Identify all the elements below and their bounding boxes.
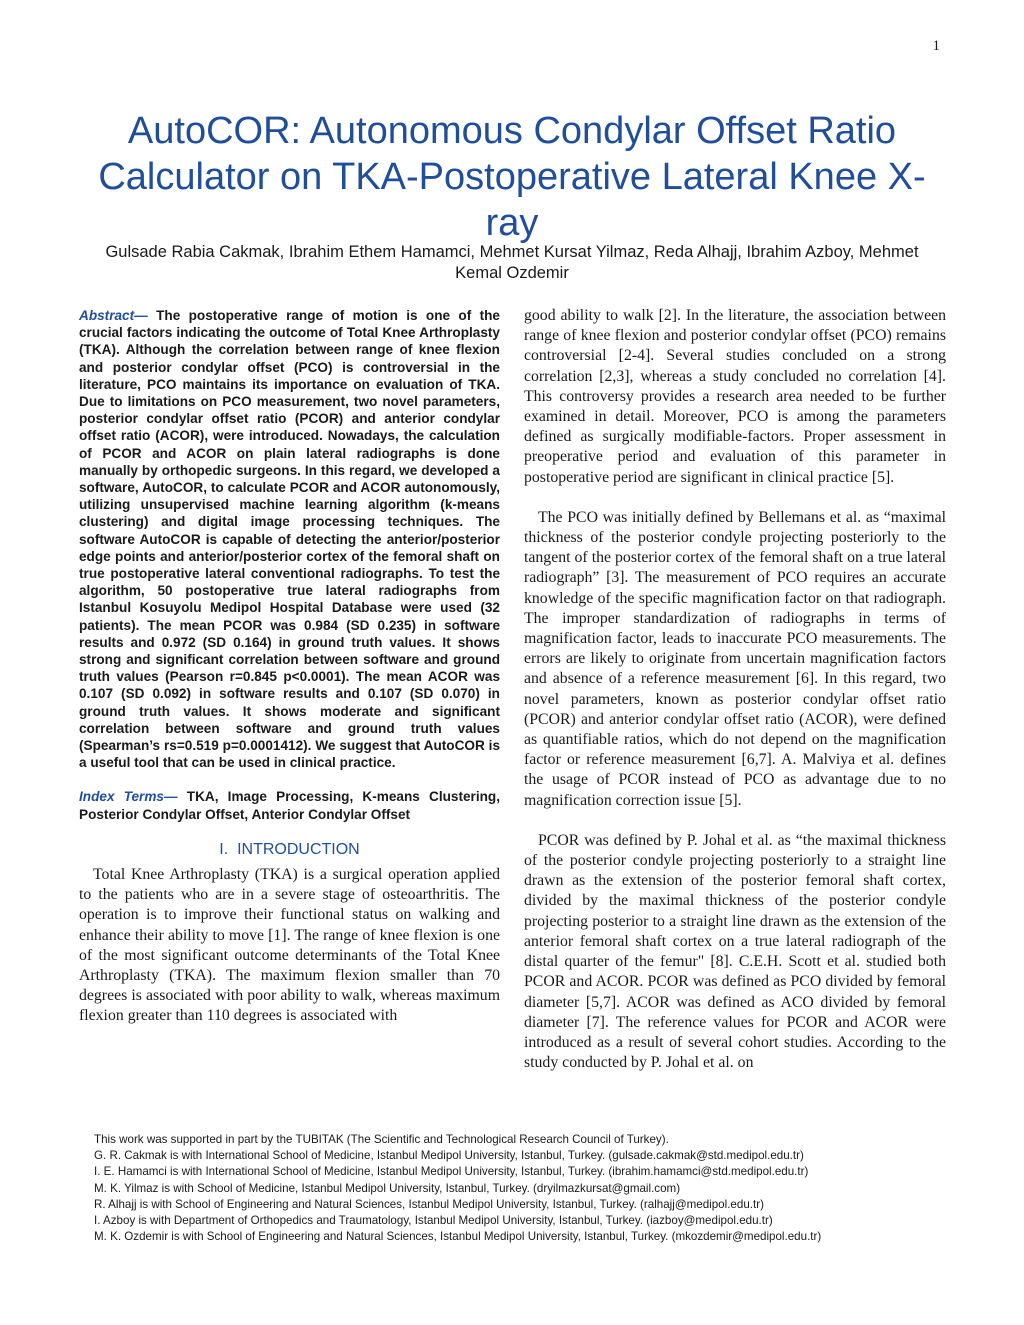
abstract [79,307,500,771]
footnote-affiliation: G. R. Cakmak is with International School of Medicine, Istanbul Medipol University, Istanbul, Turkey. (gulsade.cakmak@std.medipol.edu.tr) [94,1149,804,1163]
index-terms-text: TKA, Image Processing, K-means Clustering, Posterior Condylar Offset, Anterior Condylar Offset [79,789,501,822]
body-paragraph: The PCO was initially defined by Bellemans et al. as “maximal thickness of the posterior condyle projecting posteriorly to the tangent of the posterior cortex of the femoral shaft on a true lateral radiograph” [3]. The measurement of PCO requires an accurate knowledge of the specific magnification factor on that radiograph. The improper standardization of radiographs in terms of magnification factor, leads to inaccurate PCO measurements. The errors are likely to originate from uncertain magnification factors and absence of a reference measurement [6]. In this regard, two novel parameters, known as posterior condylar offset ratio (PCOR) and anterior condylar offset ratio (ACOR), were defined as quantifiable ratios, which do not depend on the magnification factor or reference measurement [6,7]. A. Malviya et al. defines the usage of PCOR instead of PCO as advantage due to no magnification correction issue [5]. [524,508,946,809]
section-heading-introduction: I. INTRODUCTION [219,840,360,858]
index-terms-label: Index Terms— [79,789,178,805]
right-column [524,306,946,1073]
paper-title: AutoCOR: Autonomous Condylar Offset Ratio Calculator on TKA-Postoperative Lateral Knee X-ray [98,110,926,244]
footnote-funding: This work was supported in part by the TUBITAK (The Scientific and Technological Research Council of Turkey). [94,1133,669,1146]
footnote-affiliation: M. K. Yilmaz is with School of Medicine, Istanbul Medipol University, Istanbul, Turkey. (dryilmazkursat@gmail.com) [94,1181,681,1195]
left-column [79,307,500,1027]
footnote-affiliation: I. Azboy is with Department of Orthopedics and Traumatology, Istanbul Medipol University, Istanbul, Turkey. (iazboy@medipol.edu.tr) [94,1214,773,1228]
body-paragraph: good ability to walk [2]. In the literature, the association between range of knee flexion and posterior condylar offset (PCO) remains controversial [2-4]. Several studies concluded on a strong correlation [2,3], whereas a study concluded no correlation [4]. This controversy provides a research area needed to be further examined in detail. Moreover, PCO is among the parameters defined as surgically modifiable-factors. Proper assessment in preoperative period and evaluation of this parameter in postoperative period are significant in clinical practice [5]. [524,307,946,486]
author-list: Gulsade Rabia Cakmak, Ibrahim Ethem Hamamci, Mehmet Kursat Yilmaz, Reda Alhajj, Ibrahim Azboy, Mehmet Kemal Ozdemir [105,243,919,282]
index-terms [79,788,500,822]
abstract-label: Abstract— [79,308,148,323]
footnote-affiliation: R. Alhajj is with School of Engineering and Natural Sciences, Istanbul Medipol University, Istanbul, Turkey. (ralhajj@medipol.edu.tr) [94,1197,764,1211]
footnote-affiliation: I. E. Hamamci is with International School of Medicine, Istanbul Medipol University, Istanbul, Turkey. (ibrahim.hamamci@std.medipol.edu.tr) [94,1165,809,1179]
body-paragraph: PCOR was defined by P. Johal et al. as “the maximal thickness of the posterior condyle projecting posteriorly to a straight line drawn as the extension of the posterior femoral shaft cortex, divided by the maximal thickness of the posterior condyle projecting posterior to a straight line drawn as the extension of the anterior femoral shaft cortex on a true lateral radiograph of the distal quarter of the femur" [8]. C.E.H. Scott et al. studied both PCOR and ACOR. PCOR was defined as PCO divided by femoral diameter [5,7]. ACOR was defined as ACO divided by femoral diameter [7]. The reference values for PCOR and ACOR were introduced as a result of several cohort studies. According to the study conducted by P. Johal et al. on [524,831,946,1072]
footnote-affiliation: M. K. Ozdemir is with School of Engineering and Natural Sciences, Istanbul Medipol University, Istanbul, Turkey. (mkozdemir@medipol.edu.tr) [94,1230,822,1244]
abstract-text: The postoperative range of motion is one of the crucial factors indicating the outcome of Total Knee Arthroplasty (TKA). Although the correlation between range of knee flexion and posterior condylar offset (PCO) is controversial in the literature, PCO maintains its importance on evaluation of TKA. Due to limitations on PCO measurement, two novel parameters, posterior condylar offset ratio (PCOR) and anterior condylar offset ratio (ACOR), were introduced. Nowadays, the calculation of PCOR and ACOR on plain lateral radiographs is done manually by orthopedic surgeons. In this regard, we developed a software, AutoCOR, to calculate PCOR and ACOR autonomously, utilizing unsupervised machine learning algorithm (k-means clustering) and digital image processing techniques. The software AutoCOR is capable of detecting the anterior/posterior edge points and anterior/posterior cortex of the femoral shaft on true postoperative lateral conventional radiographs. To test the algorithm, 50 postoperative true lateral radiographs from Istanbul Kosuyolu Medipol Hospital Database were used (32 patients). The mean PCOR was 0.984 (SD 0.235) in software results and 0.972 (SD 0.164) in ground truth values. It shows strong and significant correlation between software and ground truth values (Pearson r=0.845 p<0.0001). The mean ACOR was 0.107 (SD 0.092) in software results and 0.107 (SD 0.070) in ground truth values. It shows moderate and significant correlation between software and ground truth values (Spearman’s rs=0.519 p=0.0001412). We suggest that AutoCOR is a useful tool that can be used in clinical practice. [79,308,500,771]
page-number: 1 [932,38,940,54]
footnotes [94,1132,954,1245]
intro-paragraph: Total Knee Arthroplasty (TKA) is a surgical operation applied to the patients who are in a severe stage of osteoarthritis. The operation is to improve their functional status on walking and enhance their ability to move [1]. The range of knee flexion is one of the most significant outcome determinants of the Total Knee Arthroplasty (TKA). The maximum flexion smaller than 70 degrees is associated with poor ability to walk, whereas maximum flexion greater than 110 degrees is associated with [79,865,500,1025]
